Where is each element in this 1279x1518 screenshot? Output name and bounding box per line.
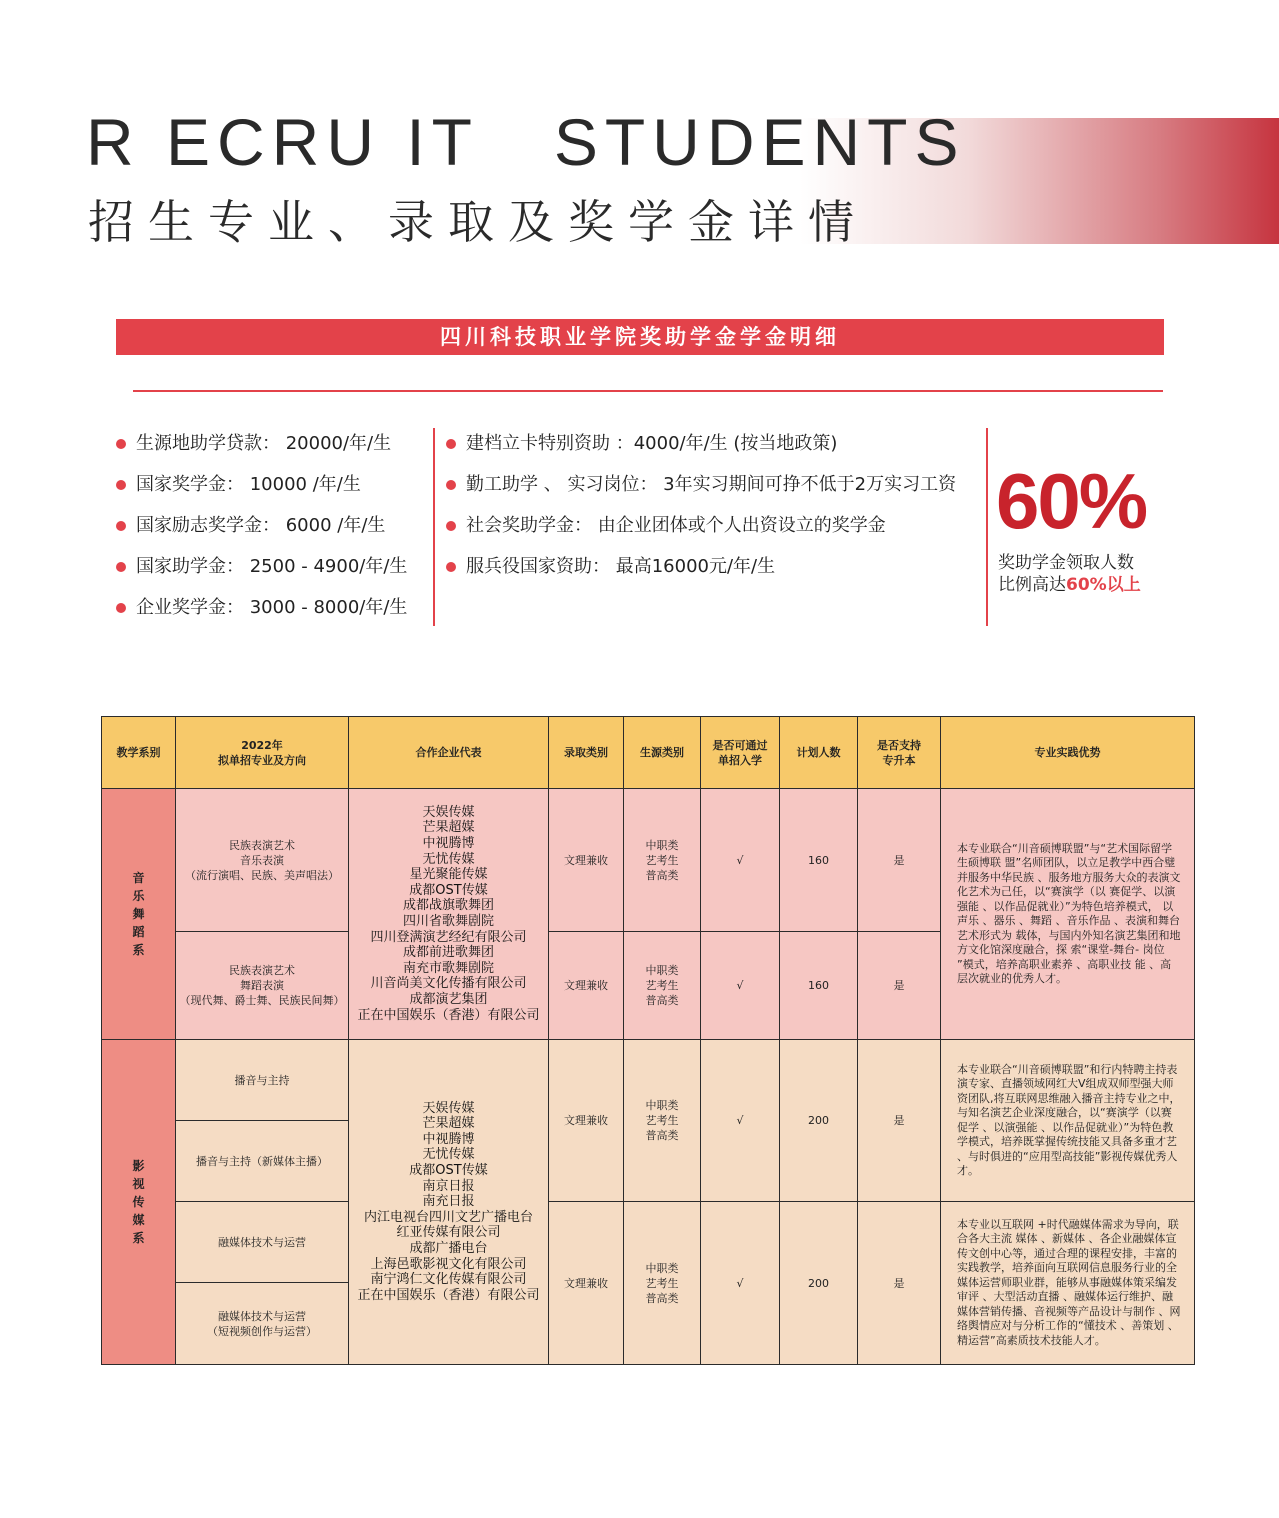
table-row	[102, 1202, 1195, 1283]
plan-cell: 200	[780, 1040, 858, 1202]
scholarship-item: 勤工助学 、 实习岗位： 3年实习期间可挣不低于2万实习工资	[446, 469, 956, 510]
partners-cell: 天娱传媒 芒果超媒 中视腾博 无忧传媒 星光聚能传媒 成都OST传媒 成都战旗歌舞团 四川省歌舞剧院 四川登满演艺经纪有限公司 成都前进歌舞团 南充市歌舞剧院 川音尚美文化传播有限公司 成都演艺集团 正在中国娱乐（香港）有限公司	[349, 789, 549, 1040]
highlight-note-prefix: 比例高达	[998, 575, 1066, 595]
single-cell: √	[701, 1202, 780, 1365]
th-upgrade: 是否支持 专升本	[858, 717, 941, 789]
highlight-note-line1: 奖助学金领取人数	[998, 553, 1134, 573]
header-title-zh: 招生专业、录取及奖学金详情	[88, 195, 868, 249]
column-divider-right	[986, 428, 988, 626]
dept-name: 影视传媒系	[132, 1159, 145, 1245]
major-cell: 融媒体技术与运营	[176, 1202, 349, 1283]
th-advantage: 专业实践优势	[941, 717, 1195, 789]
scholarship-title-bar: 四川科技职业学院奖助学金学金明细	[116, 319, 1164, 355]
major-cell: 民族表演艺术 舞蹈表演 （现代舞、爵士舞、民族民间舞）	[176, 932, 349, 1040]
scholarship-item: 国家励志奖学金： 6000 /年/生	[116, 510, 407, 551]
upgrade-cell: 是	[858, 789, 941, 932]
partners-cell: 天娱传媒 芒果超媒 中视腾博 无忧传媒 成都OST传媒 南京日报 南充日报 内江电视台四川文艺广播电台 红亚传媒有限公司 成都广播电台 上海邑歌影视文化有限公司 南宁鸿仁文化传媒有限公司 正在中国娱乐（香港）有限公司	[349, 1040, 549, 1365]
admission-cell: 文理兼收	[549, 1040, 624, 1202]
admission-cell: 文理兼收	[549, 1202, 624, 1365]
source-cell: 中职类 艺考生 普高类	[624, 789, 701, 932]
highlight-percent: 60%	[996, 457, 1147, 545]
admission-cell: 文理兼收	[549, 932, 624, 1040]
plan-cell: 160	[780, 932, 858, 1040]
scholarship-item: 国家助学金： 2500 - 4900/年/生	[116, 551, 407, 592]
dept-name: 音乐舞蹈系	[132, 871, 145, 957]
dept-cell	[102, 1040, 176, 1365]
column-divider-left	[433, 428, 435, 626]
majors-table	[101, 716, 1195, 1365]
th-admission: 录取类别	[549, 717, 624, 789]
scholarship-list-left	[116, 428, 407, 633]
scholarship-divider	[133, 390, 1163, 392]
scholarship-item: 生源地助学贷款： 20000/年/生	[116, 428, 407, 469]
highlight-note	[998, 552, 1141, 596]
source-cell: 中职类 艺考生 普高类	[624, 932, 701, 1040]
advantage-cell: 本专业联合“川音硕博联盟”和行内特聘主持表演专家、直播领域网红大V组成双师型强大师资团队,将互联网思维融入播音主持专业之中，与知名演艺企业深度融合，以“赛演学（以赛促学 、以演强能 、以作品促就业）”为特色教学模式，培养既掌握传统技能又具备多重才艺 、与时俱进的“应用型高技能”影视传媒优秀人才。	[941, 1040, 1195, 1202]
table-row	[102, 1040, 1195, 1121]
scholarship-item: 国家奖学金： 10000 /年/生	[116, 469, 407, 510]
scholarship-item: 服兵役国家资助： 最高16000元/年/生	[446, 551, 956, 592]
scholarship-item: 社会奖助学金： 由企业团体或个人出资设立的奖学金	[446, 510, 956, 551]
upgrade-cell: 是	[858, 1040, 941, 1202]
advantage-cell: 本专业以互联网 +时代融媒体需求为导向，联合各大主流 媒体 、新媒体 、各企业融媒体宣传文创中心等，通过合理的课程安排，丰富的实践教学，培养面向互联网信息服务行业的全媒体运营师职业群，能够从事融媒体策采编发审评 、大型活动直播 、融媒体运行维护、融媒体营销传播、音视频等产品设计与制作 、网络舆情应对与分析工作的“懂技术 、善策划 、精运营”高素质技术技能人才。	[941, 1202, 1195, 1365]
table-row	[102, 789, 1195, 932]
advantage-cell: 本专业联合“川音硕博联盟”与“艺术国际留学生硕博联 盟”名师团队，以立足教学中西合璧并服务中华民族 、服务地方服务大众的表演文化艺术为己任，以“赛演学（以 赛促学、以演强能 、以作品促就业）”为特色培养模式， 以声乐 、器乐 、舞蹈 、音乐作品 、表演和舞台艺术形式为 载体，与国内外知名演艺集团和地方文化馆深度融合，探 索“课堂-舞台- 岗位 ”模式，培养高职业素养 、高职业技 能 、高层次就业的优秀人才。	[941, 789, 1195, 1040]
major-cell: 播音与主持	[176, 1040, 349, 1121]
th-dept: 教学系别	[102, 717, 176, 789]
major-cell: 融媒体技术与运营 （短视频创作与运营）	[176, 1283, 349, 1365]
th-partners: 合作企业代表	[349, 717, 549, 789]
single-cell: √	[701, 1040, 780, 1202]
scholarship-item: 建档立卡特别资助 ：4000/年/生 (按当地政策)	[446, 428, 956, 469]
th-single: 是否可通过 单招入学	[701, 717, 780, 789]
header-title-en: R ECRU IT STUDENTS	[86, 105, 966, 179]
th-plan: 计划人数	[780, 717, 858, 789]
plan-cell: 200	[780, 1202, 858, 1365]
admission-cell: 文理兼收	[549, 789, 624, 932]
upgrade-cell: 是	[858, 1202, 941, 1365]
source-cell: 中职类 艺考生 普高类	[624, 1040, 701, 1202]
dept-cell	[102, 789, 176, 1040]
highlight-note-value: 60%以上	[1066, 575, 1141, 595]
scholarship-list-right	[446, 428, 956, 592]
single-cell: √	[701, 932, 780, 1040]
scholarship-item: 企业奖学金： 3000 - 8000/年/生	[116, 592, 407, 633]
source-cell: 中职类 艺考生 普高类	[624, 1202, 701, 1365]
plan-cell: 160	[780, 789, 858, 932]
major-cell: 播音与主持（新媒体主播）	[176, 1121, 349, 1202]
single-cell: √	[701, 789, 780, 932]
table-header-row	[102, 717, 1195, 789]
th-source: 生源类别	[624, 717, 701, 789]
upgrade-cell: 是	[858, 932, 941, 1040]
highlight-note-line2	[998, 574, 1141, 596]
th-major: 2022年 拟单招专业及方向	[176, 717, 349, 789]
major-cell: 民族表演艺术 音乐表演 （流行演唱、民族、美声唱法）	[176, 789, 349, 932]
